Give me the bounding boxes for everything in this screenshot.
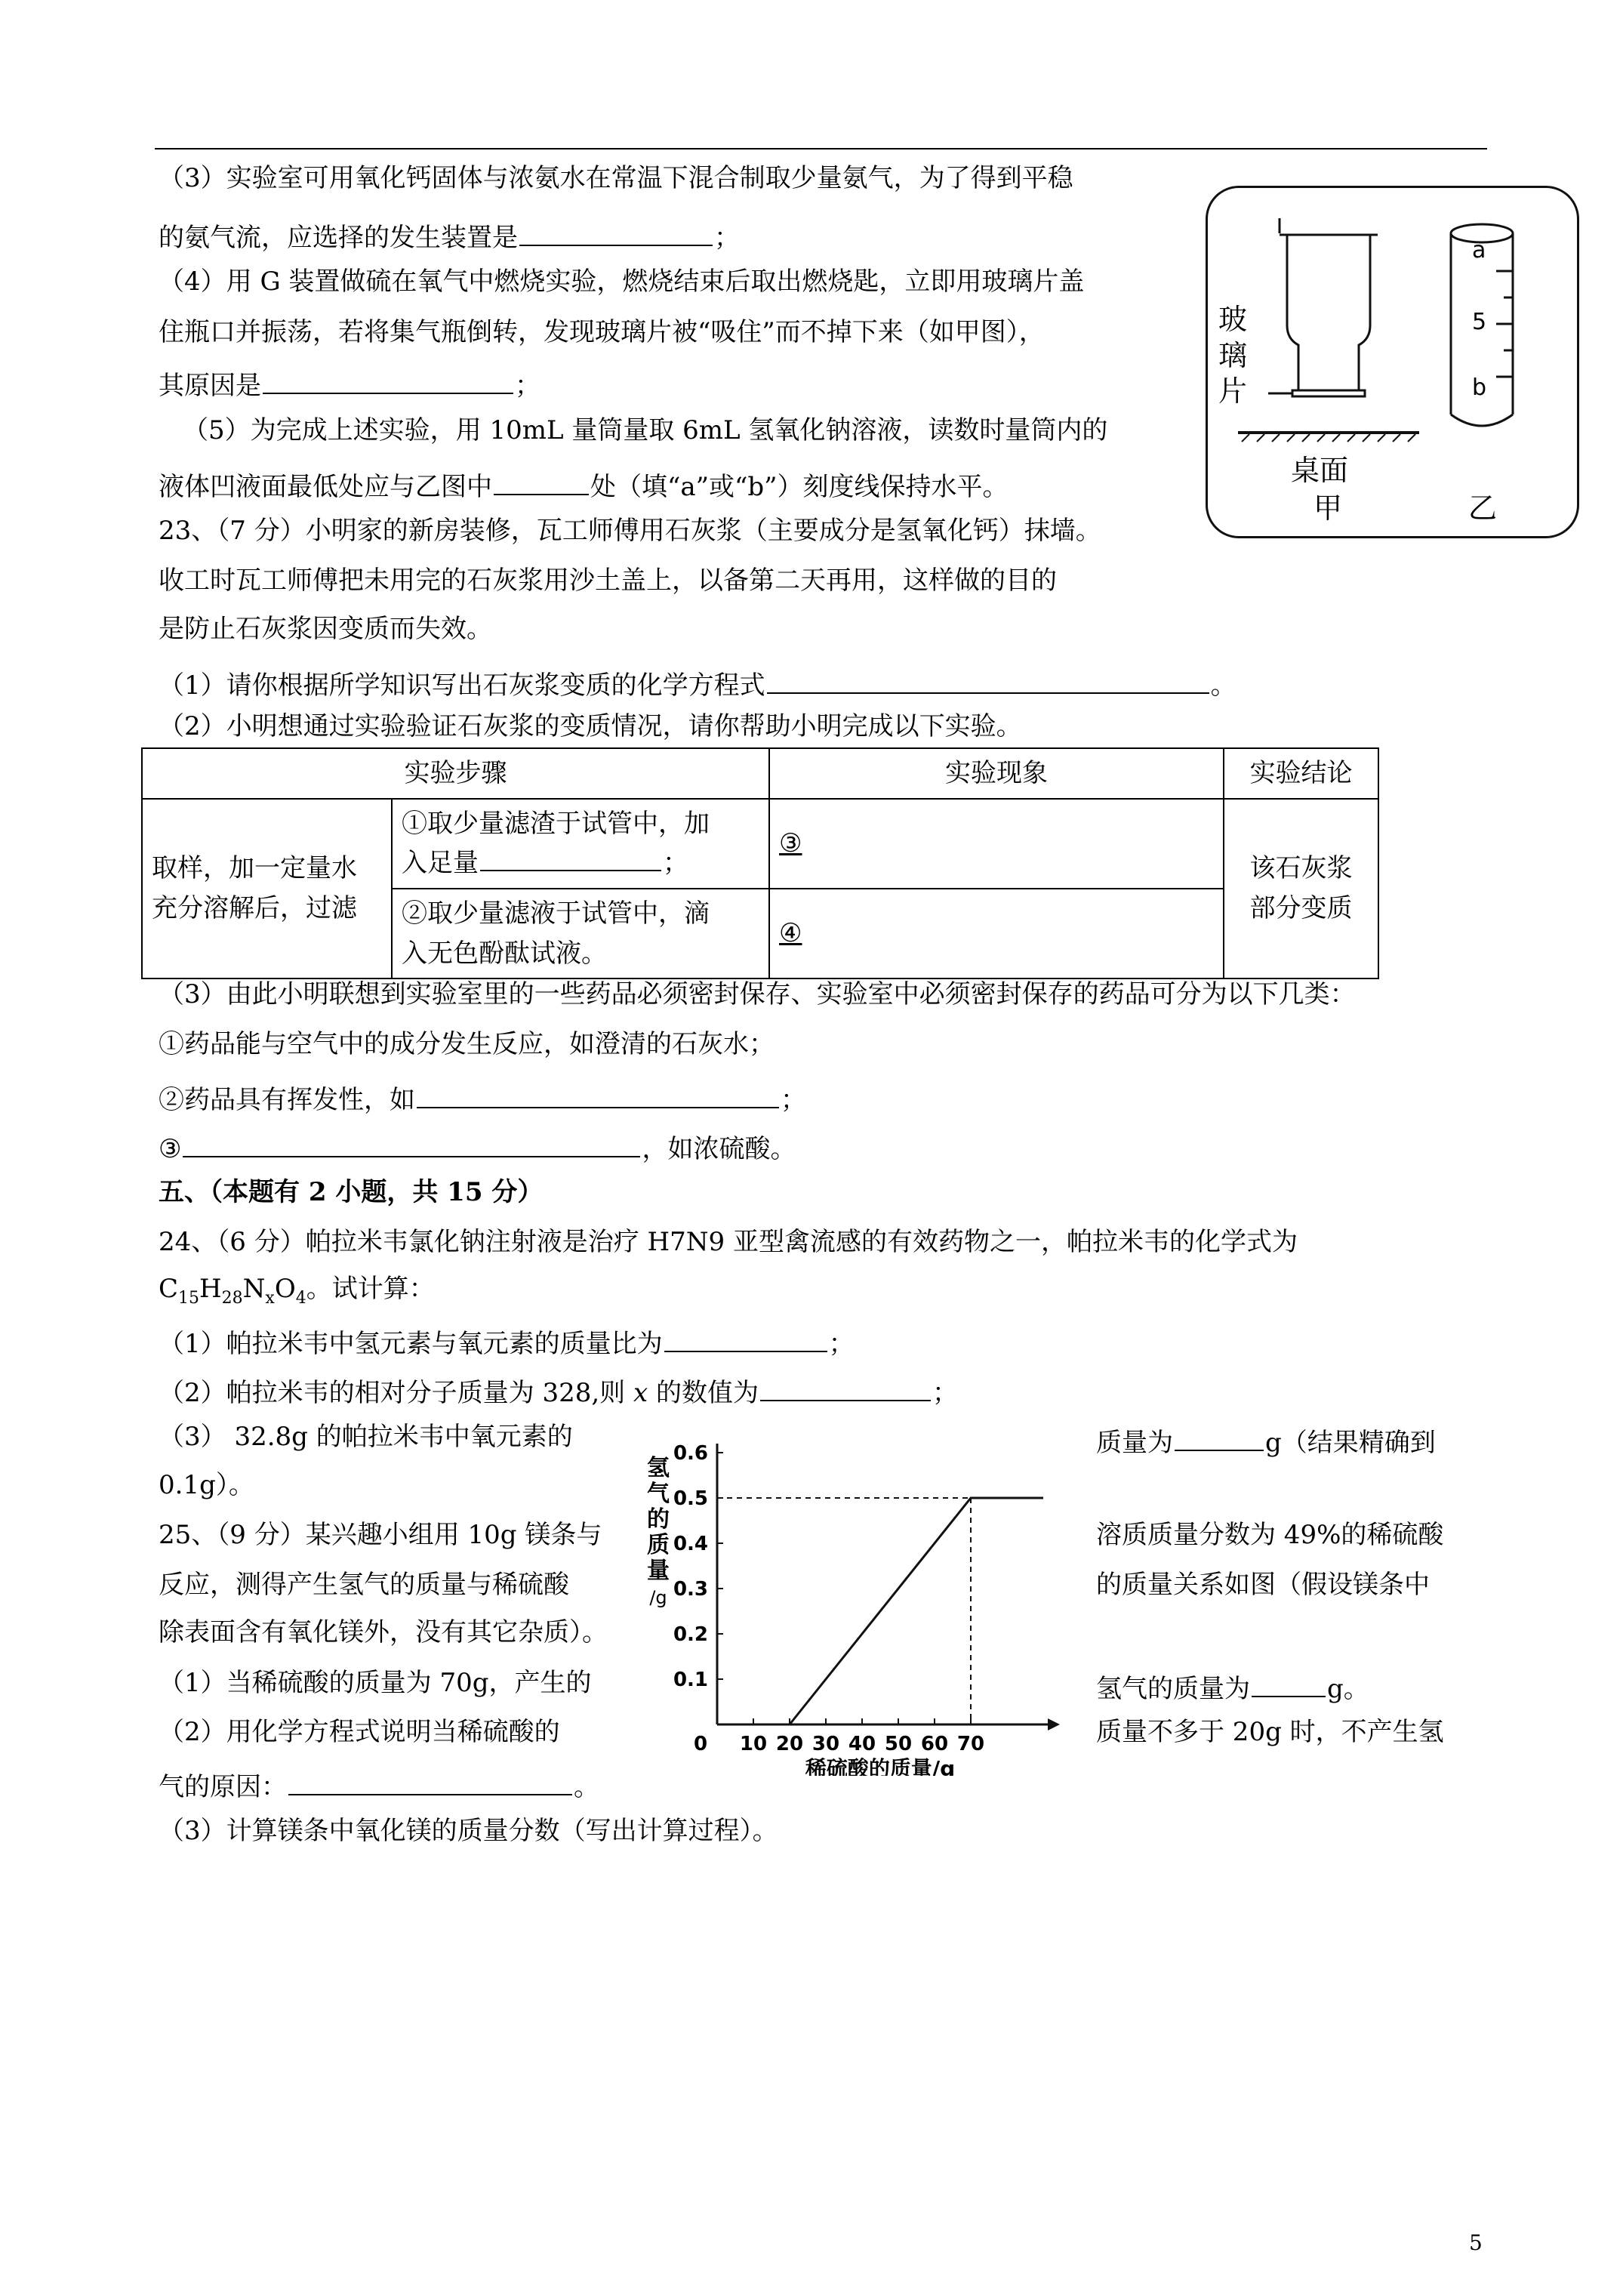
q22-p5-line2: 液体凹液面最低处应与乙图中 处（填“a”或“b”）刻度线保持水平。 bbox=[159, 468, 1009, 500]
q24-p3-left: （3） 32.8g 的帕拉米韦中氧元素的 bbox=[159, 1422, 573, 1452]
q24-p1: （1）帕拉米韦中氢元素与氧元素的质量比为 ； bbox=[159, 1325, 855, 1357]
y-tick-label: 0.3 bbox=[673, 1578, 708, 1601]
q25-p2-cont: 气的原因： 。 bbox=[159, 1768, 599, 1800]
answer-blank[interactable] bbox=[288, 1768, 572, 1795]
x-tick-label: 60 bbox=[920, 1733, 949, 1755]
y-tick-label: 0.2 bbox=[673, 1623, 708, 1646]
q24-intro: 24、（6 分）帕拉米韦氯化钠注射液是治疗 H7N9 亚型禽流感的有效药物之一，帕拉米韦的化学式为 bbox=[159, 1227, 1298, 1257]
experiment-table bbox=[141, 747, 1379, 979]
x-tick-label: 70 bbox=[956, 1733, 985, 1755]
hydrogen-chart-svg bbox=[642, 1444, 1064, 1776]
y-axis-label-char: 气 bbox=[647, 1481, 670, 1507]
x-tick-label: 50 bbox=[884, 1733, 913, 1755]
q23-p3: （3）由此小明联想到实验室里的一些药品必须密封保存、实验室中必须密封保存的药品可分为以下几类： bbox=[159, 979, 1356, 1009]
q25-p3: （3）计算镁条中氧化镁的质量分数（写出计算过程）。 bbox=[159, 1816, 778, 1846]
step1-cell: ①取少量滤渣于试管中，加 入足量 ； bbox=[392, 799, 769, 889]
y-tick-label: 0.1 bbox=[673, 1669, 708, 1691]
q25-l1-left: 25、（9 分）某兴趣小组用 10g 镁条与 bbox=[159, 1520, 602, 1550]
desk-label: 桌面 bbox=[1291, 454, 1349, 487]
q25-p2-right: 质量不多于 20g 时，不产生氢 bbox=[1096, 1717, 1444, 1747]
answer-blank[interactable] bbox=[519, 219, 713, 246]
header-phenomenon: 实验现象 bbox=[769, 748, 1224, 799]
q23-p1: （1）请你根据所学知识写出石灰浆变质的化学方程式 。 bbox=[159, 667, 1236, 698]
q25-p1-left: （1）当稀硫酸的质量为 70g，产生的 bbox=[159, 1668, 592, 1698]
cylinder-mark-5: 5 bbox=[1472, 309, 1487, 335]
q25-l2-left: 反应，测得产生氢气的质量与稀硫酸 bbox=[159, 1570, 569, 1600]
page-number: 5 bbox=[1469, 2230, 1483, 2255]
answer-blank[interactable] bbox=[1175, 1424, 1264, 1451]
q24-p3-cont: 0.1g）。 bbox=[159, 1470, 254, 1500]
header-rule bbox=[155, 148, 1487, 149]
section-5-title: 五、（本题有 2 小题，共 15 分） bbox=[159, 1177, 544, 1207]
conclusion-cell: 该石灰浆 部分变质 bbox=[1224, 799, 1378, 979]
q23-item1: ①药品能与空气中的成分发生反应，如澄清的石灰水； bbox=[159, 1029, 775, 1059]
q23-intro-line2: 收工时瓦工师傅把未用完的石灰浆用沙土盖上，以备第二天再用，这样做的目的 bbox=[159, 566, 1057, 596]
y-axis-label-char: 的 bbox=[647, 1506, 670, 1533]
jia-label: 甲 bbox=[1313, 492, 1343, 525]
y-tick-label: 0.5 bbox=[673, 1487, 708, 1510]
q24-formula: $C_{15}H_{28}N_xO_4$。试计算： bbox=[159, 1274, 435, 1308]
q25-l1-right: 溶质质量分数为 49%的稀硫酸 bbox=[1096, 1520, 1444, 1550]
q23-p2: （2）小明想通过实验验证石灰浆的变质情况，请你帮助小明完成以下实验。 bbox=[159, 711, 1022, 741]
q24-p2: （2）帕拉米韦的相对分子质量为 328,则 x 的数值为 ； bbox=[159, 1374, 958, 1406]
q22-p4-line1: （4）用 G 装置做硫在氧气中燃烧实验，燃烧结束后取出燃烧匙，立即用玻璃片盖 bbox=[159, 267, 1085, 297]
x-tick-label: 10 bbox=[739, 1733, 768, 1755]
answer-blank[interactable] bbox=[767, 667, 1209, 694]
q22-p4-line2: 住瓶口并振荡，若将集气瓶倒转，发现玻璃片被“吸住”而不掉下来（如甲图）， bbox=[159, 317, 1045, 347]
q23-item3: ③ ，如浓硫酸。 bbox=[159, 1130, 796, 1162]
x-tick-label: 20 bbox=[775, 1733, 804, 1755]
apparatus-figure bbox=[1206, 186, 1579, 538]
header-conclusion: 实验结论 bbox=[1224, 748, 1378, 799]
q25-p2-left: （2）用化学方程式说明当稀硫酸的 bbox=[159, 1717, 560, 1747]
cylinder-mark-b: b bbox=[1472, 374, 1487, 401]
q23-intro-line3: 是防止石灰浆因变质而失效。 bbox=[159, 614, 492, 644]
q25-p1-right: 氢气的质量为 g。 bbox=[1096, 1670, 1369, 1702]
y-tick-label: 0.4 bbox=[673, 1533, 708, 1555]
cylinder-mark-a: a bbox=[1472, 237, 1486, 264]
q25-l2-right: 的质量关系如图（假设镁条中 bbox=[1096, 1570, 1430, 1600]
y-axis-label-unit: /g bbox=[649, 1587, 667, 1608]
q23-item2: ②药品具有挥发性，如 ； bbox=[159, 1081, 806, 1113]
answer-blank[interactable] bbox=[417, 1081, 779, 1108]
glass-label-2: 璃 bbox=[1218, 339, 1248, 372]
q22-p3-line1: （3）实验室可用氧化钙固体与浓氨水在常温下混合制取少量氨气，为了得到平稳 bbox=[159, 163, 1073, 193]
answer-blank[interactable] bbox=[1252, 1670, 1326, 1697]
x-tick-label: 30 bbox=[812, 1733, 840, 1755]
y-axis-label-char: 量 bbox=[647, 1558, 670, 1584]
apparatus-drawing bbox=[1208, 188, 1577, 536]
y-axis-label-char: 质 bbox=[647, 1532, 670, 1558]
header-steps: 实验步骤 bbox=[142, 748, 769, 799]
x-tick-label: 40 bbox=[848, 1733, 876, 1755]
y-axis-label-char: 氢 bbox=[647, 1455, 670, 1481]
q22-p5-line1: （5）为完成上述实验，用 10mL 量筒量取 6mL 氢氧化钠溶液，读数时量筒内的 bbox=[183, 415, 1108, 445]
q22-p3-line2: 的氨气流，应选择的发生装置是 ； bbox=[159, 219, 740, 251]
phenomenon-3-cell[interactable]: ③ bbox=[769, 799, 1224, 889]
glass-label-1: 玻 bbox=[1218, 303, 1248, 336]
q24-p3-right: 质量为 g（结果精确到 bbox=[1096, 1424, 1436, 1456]
answer-blank[interactable] bbox=[183, 1130, 640, 1157]
step2-cell: ②取少量滤液于试管中，滴 入无色酚酞试液。 bbox=[392, 889, 769, 978]
answer-blank[interactable] bbox=[494, 468, 589, 495]
answer-blank[interactable] bbox=[263, 367, 513, 394]
phenomenon-4-cell[interactable]: ④ bbox=[769, 889, 1224, 978]
answer-blank[interactable] bbox=[664, 1325, 827, 1352]
prep-cell: 取样，加一定量水 充分溶解后，过滤 bbox=[142, 799, 392, 979]
glass-label-3: 片 bbox=[1218, 374, 1248, 408]
q22-p4-line3: 其原因是 ； bbox=[159, 367, 540, 399]
answer-blank[interactable] bbox=[480, 844, 661, 871]
yi-label: 乙 bbox=[1468, 492, 1498, 525]
x-axis-label: 稀硫酸的质量/g bbox=[805, 1756, 956, 1776]
x-tick-label: 0 bbox=[693, 1733, 708, 1755]
x-axis-arrow bbox=[1048, 1718, 1060, 1730]
answer-blank[interactable] bbox=[760, 1374, 931, 1401]
y-tick-label: 0.6 bbox=[673, 1444, 708, 1465]
hydrogen-chart bbox=[642, 1444, 1064, 1783]
q23-intro-line1: 23、（7 分）小明家的新房装修，瓦工师傅用石灰浆（主要成分是氢氧化钙）抹墙。 bbox=[159, 516, 1101, 546]
q25-l3-left: 除表面含有氧化镁外，没有其它杂质）。 bbox=[159, 1617, 608, 1647]
series-line bbox=[790, 1498, 1043, 1724]
